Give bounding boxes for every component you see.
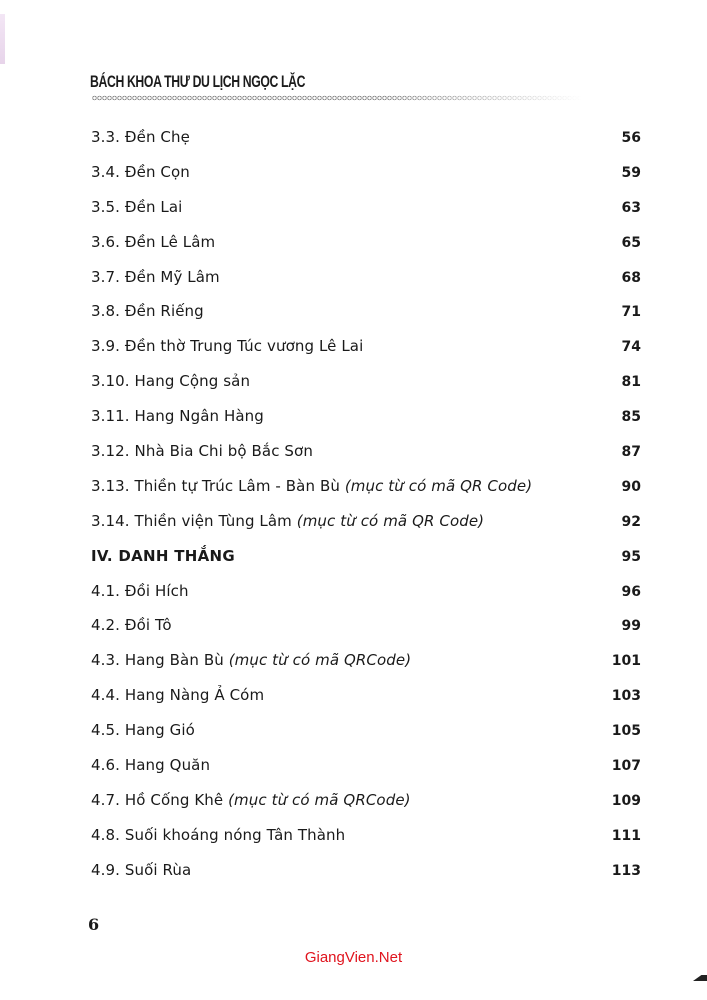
toc-entry (91, 512, 641, 547)
toc-entry-page: 59 (621, 164, 641, 181)
toc-entry-page: 81 (621, 374, 641, 391)
toc-entry-title: 3.5. Đền Lai (91, 197, 183, 216)
toc-entry-title: 4.8. Suối khoáng nóng Tân Thành (91, 825, 346, 844)
toc-entry-title: 4.3. Hang Bàn Bù (mục từ có mã QRCode) (91, 651, 412, 670)
toc-entry-title: 3.8. Đền Riếng (91, 302, 204, 321)
toc-entry-page: 56 (621, 130, 641, 146)
qr-code-note: (mục từ có mã QR Code) (344, 476, 533, 495)
toc-entry (91, 337, 641, 372)
toc-entry (91, 477, 641, 512)
toc-entry-page: 113 (611, 862, 641, 879)
toc-entry-title: 3.12. Nhà Bia Chi bộ Bắc Sơn (91, 442, 313, 461)
page-corner-mark (693, 975, 707, 981)
toc-entry (91, 128, 641, 163)
toc-entry (91, 268, 641, 303)
toc-entry-title: 4.5. Hang Gió (91, 721, 195, 740)
toc-entry-page: 101 (611, 653, 641, 670)
toc-entry-title: 3.13. Thiền tự Trúc Lâm - Bàn Bù (mục từ có mã QR Code) (91, 476, 533, 495)
toc-entry (91, 372, 641, 407)
page-number: 6 (88, 915, 100, 934)
qr-code-note: (mục từ có mã QRCode) (228, 651, 412, 670)
toc-entry-page: 85 (621, 409, 641, 426)
qr-code-note: (mục từ có mã QR Code) (296, 511, 485, 530)
toc-entry-title: 4.9. Suối Rùa (91, 860, 192, 879)
toc-entry (91, 826, 641, 861)
toc-entry-title: 3.9. Đền thờ Trung Túc vương Lê Lai (91, 337, 364, 356)
table-of-contents (91, 128, 641, 896)
header-decorative-rule (92, 95, 582, 101)
toc-entry (91, 407, 641, 442)
toc-entry (91, 616, 641, 651)
toc-entry (91, 686, 641, 721)
toc-entry-title: 3.7. Đền Mỹ Lâm (91, 267, 220, 286)
page-edge-tint (0, 14, 5, 64)
toc-entry-title: 3.3. Đền Chẹ (91, 128, 190, 146)
toc-entry-page: 92 (621, 513, 641, 530)
toc-entry (91, 756, 641, 791)
toc-entry-title: 4.7. Hồ Cống Khê (mục từ có mã QRCode) (91, 790, 411, 809)
toc-entry-page: 109 (611, 792, 641, 809)
toc-entry-page: 68 (621, 269, 641, 286)
toc-entry-title: 3.4. Đền Cọn (91, 162, 190, 181)
toc-entry (91, 233, 641, 268)
toc-entry (91, 198, 641, 233)
toc-entry-title: 3.14. Thiền viện Tùng Lâm (mục từ có mã QR Code) (91, 511, 485, 530)
toc-entry-page: 99 (621, 618, 641, 635)
toc-entry-page: 63 (621, 199, 641, 216)
toc-entry-page: 107 (611, 758, 641, 775)
toc-entry (91, 861, 641, 896)
running-header-title: BÁCH KHOA THƯ DU LỊCH NGỌC LẶC (90, 72, 306, 91)
toc-section-heading (91, 547, 641, 582)
toc-entry-page: 90 (621, 478, 641, 495)
toc-entry-title: 4.2. Đồi Tô (91, 616, 172, 635)
toc-entry-title: 4.1. Đồi Hích (91, 581, 189, 600)
toc-entry (91, 791, 641, 826)
toc-entry-page: 87 (621, 444, 641, 461)
toc-entry-title: 4.4. Hang Nàng Ả Cóm (91, 686, 265, 705)
watermark-link[interactable]: GiangVien.Net (304, 949, 403, 966)
qr-code-note: (mục từ có mã QRCode) (228, 790, 411, 809)
toc-entry-title: 3.6. Đền Lê Lâm (91, 232, 216, 251)
toc-entry (91, 721, 641, 756)
toc-entry-page: 103 (611, 688, 641, 705)
toc-entry-page: 96 (621, 583, 641, 600)
toc-entry-title: 3.10. Hang Cộng sản (91, 372, 251, 391)
toc-entry-page: 71 (621, 304, 641, 321)
toc-entry-page: 111 (611, 827, 641, 844)
toc-entry (91, 163, 641, 198)
toc-entry-page: 74 (621, 339, 641, 356)
toc-entry (91, 302, 641, 337)
toc-entry-title: 3.11. Hang Ngân Hàng (91, 407, 264, 426)
toc-entry-title: 4.6. Hang Quăn (91, 756, 211, 775)
toc-entry-page: 65 (621, 234, 641, 251)
toc-entry-page: 95 (621, 548, 641, 565)
toc-section-title: IV. DANH THẮNG (91, 546, 236, 565)
toc-entry (91, 442, 641, 477)
toc-entry (91, 651, 641, 686)
toc-entry-page: 105 (611, 723, 641, 740)
toc-entry (91, 582, 641, 617)
